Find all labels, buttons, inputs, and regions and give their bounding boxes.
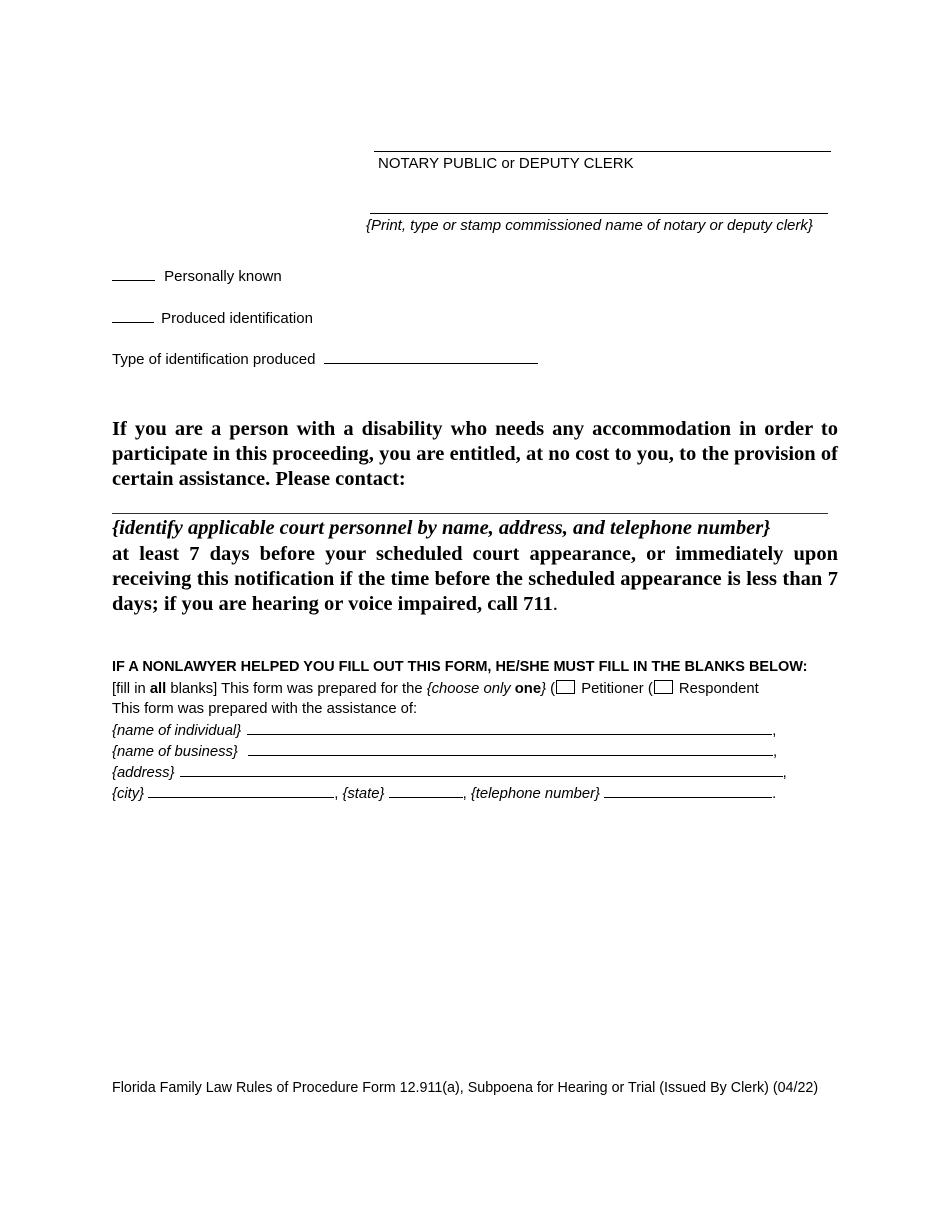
ada-contact-placeholder: {identify applicable court personnel by name, address, and telephone number} [112, 517, 771, 539]
state-comma: , [462, 786, 467, 802]
telephone-number-period: . [772, 786, 777, 802]
fill-in-all: all [149, 681, 167, 697]
assistance-label: This form was prepared with the assistance of: [112, 701, 418, 717]
name-of-individual-label: {name of individual} [112, 723, 242, 739]
name-of-business-row [112, 743, 777, 760]
telephone-number-label: {telephone number} [470, 786, 600, 802]
produced-identification-row [112, 310, 313, 327]
notary-signature-line[interactable] [374, 151, 831, 152]
address-row [112, 764, 787, 781]
ada-notice-paragraph-1: If you are a person with a disability who needs any accommodation in order to participate in this proceeding, you are entitled, at no cost to you, to the provision of certain assistance. Please contact: [112, 418, 838, 490]
ada-notice-paragraph-2 [112, 542, 838, 617]
telephone-number-blank[interactable] [604, 785, 772, 798]
respondent-label: Respondent [678, 681, 759, 697]
city-comma: , [334, 786, 339, 802]
name-of-business-blank[interactable] [248, 743, 773, 756]
prepared-for-row [112, 680, 759, 697]
address-label: {address} [112, 765, 175, 781]
identification-type-row [112, 351, 538, 368]
respondent-checkbox[interactable] [654, 680, 673, 694]
ada-contact-line[interactable] [112, 513, 828, 514]
produced-identification-blank[interactable] [112, 310, 154, 323]
form-footer: Florida Family Law Rules of Procedure Form 12.911(a), Subpoena for Hearing or Trial (Issued By Clerk) (04/22) [112, 1080, 819, 1096]
personally-known-label: Personally known [164, 268, 282, 285]
name-of-business-label: {name of business} [112, 744, 238, 760]
city-blank[interactable] [148, 785, 334, 798]
ada-notice-paragraph-2-end: . [552, 593, 558, 615]
choose-close: } [541, 681, 547, 697]
petitioner-checkbox[interactable] [556, 680, 575, 694]
produced-identification-label: Produced identification [161, 310, 313, 327]
fill-in-open: [fill in [112, 681, 150, 697]
city-state-phone-row [112, 785, 776, 802]
nonlawyer-heading: IF A NONLAWYER HELPED YOU FILL OUT THIS FORM, HE/SHE MUST FILL IN THE BLANKS BELOW: [112, 659, 808, 675]
choose-only: {choose only [426, 681, 515, 697]
name-of-individual-blank[interactable] [247, 722, 772, 735]
notary-title-label: NOTARY PUBLIC or DEPUTY CLERK [378, 155, 634, 172]
personally-known-row [112, 268, 282, 285]
notary-print-name-label: {Print, type or stamp commissioned name of notary or deputy clerk} [366, 217, 813, 234]
address-comma: , [782, 765, 787, 781]
personally-known-blank[interactable] [112, 268, 155, 281]
respondent-paren: ( [647, 681, 653, 697]
petitioner-label: Petitioner [581, 681, 644, 697]
name-of-business-comma: , [773, 744, 778, 760]
petitioner-paren: ( [550, 681, 556, 697]
city-label: {city} [112, 786, 145, 802]
choose-one: one [514, 681, 542, 697]
name-of-individual-comma: , [772, 723, 777, 739]
identification-type-label: Type of identification produced [112, 351, 316, 368]
address-blank[interactable] [180, 764, 783, 777]
fill-in-close: blanks] This form was prepared for the [166, 681, 427, 697]
ada-notice-paragraph-2-text: at least 7 days before your scheduled court appearance, or immediately upon receiving this notification if the time before the scheduled appearance is less than 7 days; if you are hearing or voice impaired, call 711 [112, 543, 838, 615]
name-of-individual-row [112, 722, 776, 739]
state-label: {state} [342, 786, 385, 802]
state-blank[interactable] [389, 785, 463, 798]
identification-type-blank[interactable] [324, 351, 538, 364]
notary-print-name-line[interactable] [370, 213, 828, 214]
